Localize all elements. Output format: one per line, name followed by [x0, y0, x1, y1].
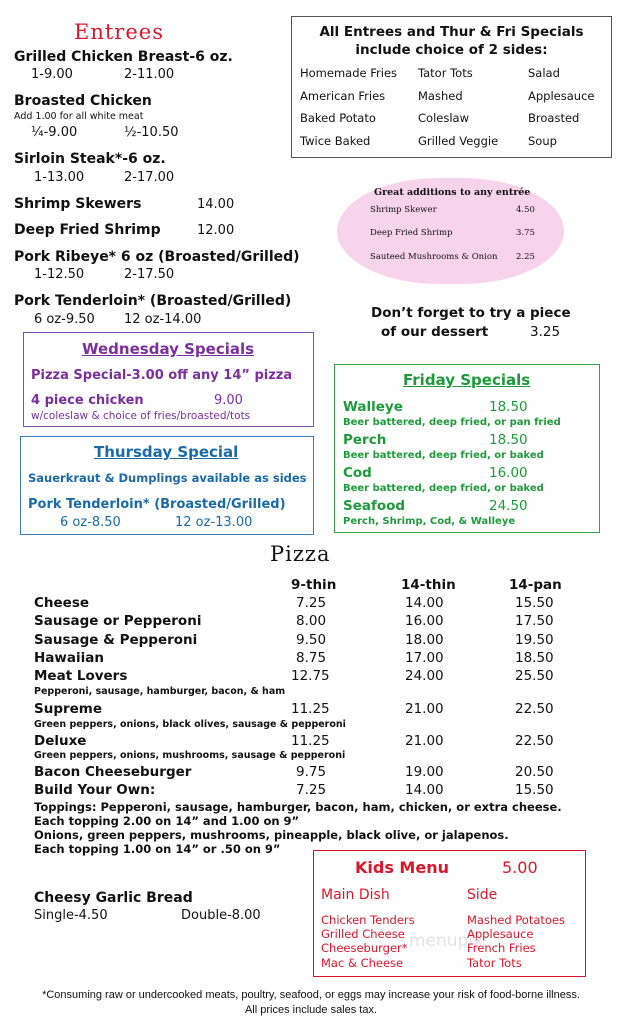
thursday-note: Sauerkraut & Dumplings available as sides [28, 471, 307, 485]
pizza-name: Hawaiian [34, 650, 104, 666]
friday-title: Friday Specials [403, 371, 531, 389]
deep-fried-shrimp-name: Deep Fried Shrimp [14, 222, 161, 238]
pizza-price: 21.00 [405, 701, 444, 717]
pizza-description: Pepperoni, sausage, hamburger, bacon, & ham [34, 686, 286, 697]
kids-main-item: Grilled Cheese [321, 927, 405, 941]
side-option: Tator Tots [418, 66, 473, 80]
pizza-price: 11.25 [291, 733, 330, 749]
kids-side-label: Side [467, 887, 498, 903]
toppings-line: Each topping 2.00 on 14” and 1.00 on 9” [34, 814, 300, 828]
side-option: Twice Baked [300, 134, 371, 148]
addition-name: Sauteed Mushrooms & Onion [370, 252, 498, 262]
pizza-price: 18.50 [515, 650, 554, 666]
pizza-name: Meat Lovers [34, 668, 128, 684]
toppings-line: Onions, green peppers, mushrooms, pineapple, black olive, or jalapenos. [34, 828, 509, 842]
dessert-price: 3.25 [530, 324, 561, 340]
thursday-price-2: 12 oz-13.00 [175, 515, 253, 530]
side-option: Soup [528, 134, 557, 148]
shrimp-skewers-name: Shrimp Skewers [14, 196, 142, 212]
pizza-price: 7.25 [296, 782, 327, 798]
pizza-price: 8.75 [296, 650, 327, 666]
thursday-title: Thursday Special [94, 443, 239, 461]
sirloin-price-2: 2-17.00 [124, 170, 175, 185]
kids-main-item: Cheeseburger* [321, 941, 408, 955]
additions-oval [337, 178, 564, 284]
pizza-price: 12.75 [291, 668, 330, 684]
pizza-price: 11.25 [291, 701, 330, 717]
pizza-title: Pizza [270, 542, 331, 566]
addition-price: 3.75 [516, 228, 535, 238]
friday-item-note: Beer battered, deep fried, or pan fried [343, 417, 561, 428]
pizza-price: 15.50 [515, 595, 554, 611]
pizza-price: 18.00 [405, 632, 444, 648]
grilled-chicken-name: Grilled Chicken Breast-6 oz. [14, 49, 233, 65]
friday-item-name: Cod [343, 465, 372, 481]
pizza-description: Green peppers, onions, black olives, sausage & pepperoni [34, 719, 346, 730]
wednesday-box [23, 332, 314, 427]
pizza-name: Build Your Own: [34, 782, 156, 798]
broasted-chicken-note: Add 1.00 for all white meat [14, 111, 144, 122]
shrimp-skewers-price: 14.00 [197, 197, 235, 212]
wednesday-title: Wednesday Specials [82, 340, 255, 358]
addition-price: 2.25 [516, 252, 535, 262]
pizza-price: 9.50 [296, 632, 327, 648]
thursday-price-1: 6 oz-8.50 [60, 515, 121, 530]
side-option: Coleslaw [418, 111, 469, 125]
disclaimer-line-1: *Consuming raw or undercooked meats, poultry, seafood, or eggs may increase your risk of food-borne illness. [42, 989, 580, 1001]
disclaimer-line-2: All prices include sales tax. [244, 1004, 378, 1016]
kids-side-item: Tator Tots [467, 956, 522, 970]
addition-price: 4.50 [516, 205, 535, 215]
friday-item-price: 18.50 [489, 432, 528, 448]
kids-main-item: Mac & Cheese [321, 956, 404, 970]
side-option: Grilled Veggie [418, 134, 499, 148]
thursday-box [20, 436, 314, 535]
pizza-price: 20.50 [515, 764, 554, 780]
side-option: American Fries [300, 89, 386, 103]
pizza-header: 14-thin [401, 577, 456, 593]
entrees-title: Entrees [74, 20, 164, 44]
pizza-price: 8.00 [296, 613, 327, 629]
dessert-line-2: of our dessert [381, 324, 489, 340]
pork-ribeye-price-2: 2-17.50 [124, 267, 175, 282]
pizza-price: 24.00 [405, 668, 444, 684]
sirloin-name: Sirloin Steak*-6 oz. [14, 151, 166, 167]
wednesday-chicken: 4 piece chicken [31, 393, 144, 408]
thursday-item: Pork Tenderloin* (Broasted/Grilled) [28, 497, 286, 512]
side-option: Homemade Fries [300, 66, 398, 80]
pizza-name: Sausage or Pepperoni [34, 613, 202, 629]
friday-item-price: 16.00 [489, 465, 528, 481]
side-option: Mashed [418, 89, 463, 103]
sides-title-line-1: All Entrees and Thur & Fri Specials [319, 24, 584, 40]
addition-name: Shrimp Skewer [370, 205, 437, 215]
friday-item-name: Seafood [343, 498, 406, 514]
watermark: menupix [409, 931, 484, 951]
kids-main-item: Chicken Tenders [321, 913, 415, 927]
kids-price: 5.00 [502, 858, 538, 877]
broasted-chicken-price-2: ½-10.50 [124, 125, 179, 140]
pizza-name: Deluxe [34, 733, 87, 749]
side-option: Baked Potato [300, 111, 376, 125]
friday-item-price: 18.50 [489, 399, 528, 415]
garlic-bread-single: Single-4.50 [34, 908, 108, 923]
sides-box [291, 16, 612, 158]
pizza-price: 14.00 [405, 782, 444, 798]
pizza-name: Cheese [34, 595, 90, 611]
pizza-price: 22.50 [515, 733, 554, 749]
pizza-price: 9.75 [296, 764, 327, 780]
grilled-chicken-price-2: 2-11.00 [124, 67, 175, 82]
pizza-price: 17.50 [515, 613, 554, 629]
pork-ribeye-price-1: 1-12.50 [34, 267, 85, 282]
pizza-price: 17.00 [405, 650, 444, 666]
pizza-price: 16.00 [405, 613, 444, 629]
pizza-price: 19.00 [405, 764, 444, 780]
pizza-price: 21.00 [405, 733, 444, 749]
pizza-price: 14.00 [405, 595, 444, 611]
kids-side-item: Mashed Potatoes [467, 913, 566, 927]
kids-menu-box [313, 850, 586, 977]
broasted-chicken-name: Broasted Chicken [14, 93, 152, 109]
wednesday-pizza-special: Pizza Special-3.00 off any 14” pizza [31, 368, 293, 383]
pizza-price: 25.50 [515, 668, 554, 684]
grilled-chicken-price-1: 1-9.00 [31, 67, 73, 82]
kids-side-item: Applesauce [467, 927, 534, 941]
wednesday-chicken-note: w/coleslaw & choice of fries/broasted/tots [31, 410, 251, 422]
pizza-price: 7.25 [296, 595, 327, 611]
pizza-name: Supreme [34, 701, 103, 717]
friday-item-name: Perch [343, 432, 387, 448]
friday-item-note: Beer battered, deep fried, or baked [343, 450, 544, 461]
friday-item-price: 24.50 [489, 498, 528, 514]
garlic-bread-name: Cheesy Garlic Bread [34, 890, 193, 906]
pizza-price: 22.50 [515, 701, 554, 717]
broasted-chicken-price-1: ¼-9.00 [31, 125, 78, 140]
side-option: Applesauce [528, 89, 595, 103]
side-option: Salad [528, 66, 560, 80]
garlic-bread-double: Double-8.00 [181, 908, 261, 923]
kids-title: Kids Menu [355, 858, 449, 877]
pizza-header: 9-thin [291, 577, 337, 593]
friday-item-note: Beer battered, deep fried, or baked [343, 483, 544, 494]
pork-ribeye-name: Pork Ribeye* 6 oz (Broasted/Grilled) [14, 249, 300, 265]
pork-tenderloin-price-2: 12 oz-14.00 [124, 312, 202, 327]
pizza-header: 14-pan [509, 577, 562, 593]
sides-title-line-2: include choice of 2 sides: [355, 42, 548, 58]
pork-tenderloin-price-1: 6 oz-9.50 [34, 312, 95, 327]
toppings-line: Each topping 1.00 on 14” or .50 on 9” [34, 842, 281, 856]
pork-tenderloin-name: Pork Tenderloin* (Broasted/Grilled) [14, 293, 292, 309]
toppings-line: Toppings: Pepperoni, sausage, hamburger, bacon, ham, chicken, or extra cheese. [34, 800, 562, 814]
additions-title: Great additions to any entrée [374, 187, 531, 198]
pizza-description: Green peppers, onions, mushrooms, sausage & pepperoni [34, 750, 346, 761]
pizza-name: Sausage & Pepperoni [34, 632, 198, 648]
addition-name: Deep Fried Shrimp [370, 228, 453, 238]
deep-fried-shrimp-price: 12.00 [197, 223, 235, 238]
side-option: Broasted [528, 111, 580, 125]
friday-item-name: Walleye [343, 399, 403, 415]
pizza-name: Bacon Cheeseburger [34, 764, 192, 780]
dessert-line-1: Don’t forget to try a piece [371, 305, 571, 321]
kids-main-label: Main Dish [321, 887, 390, 903]
friday-item-note: Perch, Shrimp, Cod, & Walleye [343, 516, 516, 527]
friday-box [334, 364, 600, 533]
pizza-price: 15.50 [515, 782, 554, 798]
sirloin-price-1: 1-13.00 [34, 170, 85, 185]
pizza-price: 19.50 [515, 632, 554, 648]
wednesday-chicken-price: 9.00 [214, 393, 243, 408]
kids-side-item: French Fries [467, 941, 536, 955]
